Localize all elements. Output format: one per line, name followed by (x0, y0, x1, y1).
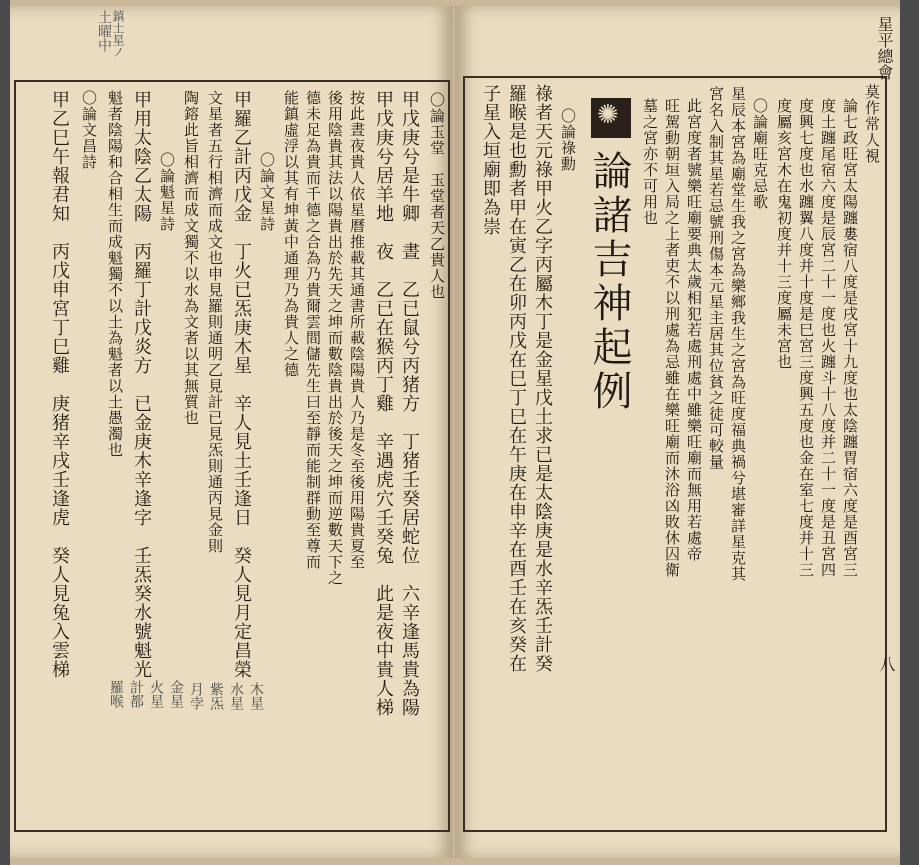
text-column: 〇論玉堂 玉堂者天乙貴人也 (428, 92, 446, 300)
right-page (455, 6, 900, 858)
side-note: 計都 (128, 680, 144, 708)
left-book-edge (0, 0, 10, 865)
text-column: 德未足為貴而千德之合為乃貴爾雲間儲先生曰至靜而能制群動至尊而 (304, 90, 322, 570)
text-column: 魁者陰陽和合相生而成魁獨不以土為魁者以土愚濁也 (106, 90, 124, 458)
text-column: 甲羅乙計丙戊金 丁火已炁庚木星 辛人見土壬逢日 癸人見月定昌榮 (231, 90, 252, 679)
text-frame (463, 76, 887, 832)
text-column: 宮名入制其星若忌號刑傷本元星主居其位貧之徒可較量 (707, 86, 725, 470)
text-column: 〇論文星詩 (258, 152, 276, 232)
text-column: 甲戊庚兮是牛卿 晝 乙已鼠兮丙猪方 丁猪壬癸居蛇位 六辛逢馬貴為陽 (399, 90, 420, 717)
text-column: 度屬亥宮木在鬼初度并十三度屬未宮也 (775, 98, 793, 370)
text-column: 旺駕動朝垣入局之上者吏不以刑處為忌雖在樂旺廟而沐浴凶敗休囚衛 (663, 98, 681, 578)
ornament-icon (591, 98, 631, 138)
side-note: 木星 (248, 682, 264, 710)
side-note: 金星 (168, 680, 184, 708)
text-column: 祿者天元祿甲火乙字丙屬木丁是金星戊土求已是太陰庚是水辛炁壬計癸 (532, 84, 553, 673)
text-column: 羅睺是也勳者甲在寅乙在卯丙戊在巳丁巳在午庚在申辛在酉壬在亥癸在 (506, 84, 527, 673)
side-note: 月孛 (188, 682, 204, 710)
side-note: 紫炁 (208, 682, 224, 710)
text-column: 文星者五行相濟而成文也申見羅則通明乙見計已見炁則通丙見金則 (206, 90, 224, 554)
text-column: 〇論魁星詩 (158, 152, 176, 232)
text-column: 後用陰貴其法以陽貴出於先天之坤而數陰貴出於後天之坤而逆數天下之 (326, 90, 344, 586)
text-column: 度興七度也水躔翼八度并十度是巳宮三度興五度也金在室七度并十三 (797, 98, 815, 578)
text-column: 子星入垣廟即為崇 (480, 84, 501, 236)
folio-number: 八 (877, 656, 896, 672)
side-note: 水星 (228, 682, 244, 710)
text-column: 甲戊庚兮居羊地 夜 乙已在猴丙丁雞 辛遇虎穴壬癸兔 此是夜中貴人梯 (373, 90, 394, 717)
text-column: 論七政旺宮太陽躔婁宿八度是戌宮十九度也太陰躔胃宿六度是酉宮三 (841, 98, 859, 578)
text-column: 〇論文昌詩 (80, 90, 98, 170)
text-column: 〇論廟旺克忌歌 (751, 98, 769, 210)
right-book-edge (900, 0, 919, 865)
handwritten-annotation: 土曜中 (96, 10, 112, 52)
text-column: 甲用太陰乙太陽 丙羅丁計戊炎方 已金庚木辛逢字 壬炁癸水號魁光 (131, 90, 152, 679)
text-column: 此宮度者號樂旺廟要典太歲相犯若處刑處中雖樂旺廟而無用若處帝 (685, 98, 703, 562)
text-column: 莫作常人視 (863, 84, 881, 164)
text-column: 按此晝夜貴人依星曆推載其通書所載陰陽貴人乃是冬至後用陽貴夏至 (348, 90, 366, 570)
text-frame (14, 80, 450, 832)
side-note: 火星 (148, 680, 164, 708)
text-column: 星辰本宮為廟堂生我之宮為樂鄉我生之宮為旺度福典禍兮堪審詳星克其 (729, 86, 747, 582)
left-page (10, 6, 453, 858)
handwritten-annotation: 鎮土星ノ (111, 10, 125, 58)
text-column: 能鎮虛浮以其有坤黃中通理乃為貴人之德 (282, 90, 300, 378)
text-column: 〇論祿勳 (559, 108, 577, 172)
running-header: 星平總會 (875, 16, 894, 80)
side-note: 羅喉 (108, 680, 124, 708)
text-column: 陶鎔此旨相濟而成文獨不以水為文者以其無質也 (182, 90, 200, 426)
text-column: 甲乙巳午報君知 丙戊申宮丁巳雞 庚猪辛戌壬逢虎 癸人見兔入雲梯 (49, 90, 70, 679)
text-column: 度土躔尾宿六度是辰宮二十一度也火躔斗十八度并二十一度是丑宮四 (819, 98, 837, 578)
section-title: 論諸吉神起例 (586, 150, 632, 414)
text-column: 墓之宮亦不可用也 (641, 98, 659, 226)
